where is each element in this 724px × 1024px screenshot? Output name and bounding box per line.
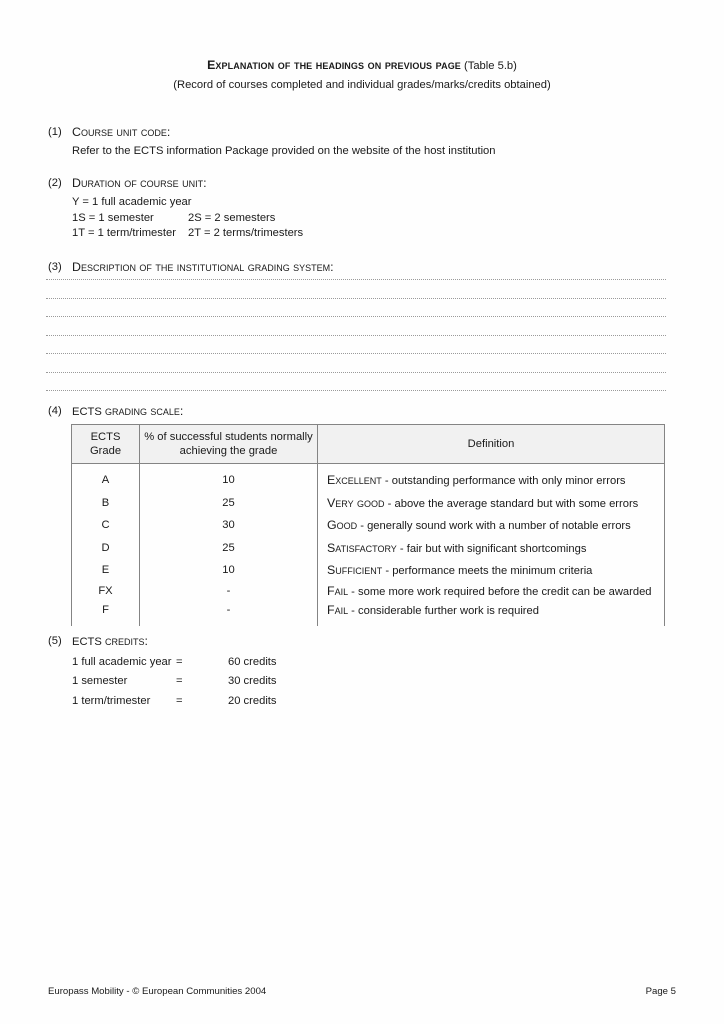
definition-keyword: Very good — [327, 495, 385, 510]
definition-value — [318, 469, 664, 492]
writein-line[interactable] — [46, 389, 666, 391]
column-header-definition: Definition — [318, 425, 665, 464]
percent-column-cell — [140, 464, 318, 626]
definition-keyword: Fail — [327, 602, 349, 617]
definition-value — [318, 492, 664, 515]
percent-value: - — [226, 603, 231, 616]
section-course-unit-code — [48, 125, 496, 159]
document-footer — [48, 985, 676, 998]
credits-value: 20 credits — [228, 694, 277, 707]
duration-row — [72, 195, 303, 211]
definition-value — [318, 514, 664, 537]
table-header-row — [72, 425, 665, 464]
ects-grading-scale-table-wrapper — [71, 424, 664, 626]
definition-text: - above the average standard but with some errors — [384, 497, 639, 510]
percent-value: 10 — [222, 564, 235, 576]
definition-keyword: Excellent — [327, 473, 382, 487]
grade-value: B — [101, 496, 110, 509]
credits-row — [72, 653, 277, 672]
grading-system-writein-area[interactable] — [46, 278, 666, 408]
column-header-grade-line1: ECTS — [90, 430, 121, 443]
definition-text: - some more work required before the credit can be awarded — [348, 585, 652, 598]
page-title — [0, 58, 724, 74]
definition-value — [318, 537, 664, 560]
grade-column-cell — [72, 464, 140, 626]
grade-value: E — [101, 564, 110, 576]
definition-column-cell — [318, 464, 665, 626]
definition-text: - performance meets the minimum criteria — [382, 565, 593, 577]
writein-line[interactable] — [46, 334, 666, 336]
column-header-percent-line2: achieving the grade — [179, 445, 278, 457]
section-4-title-plain: ECTS — [72, 406, 105, 418]
column-header-percent — [140, 425, 318, 464]
section-duration-of-course-unit — [48, 176, 303, 242]
percent-value: 30 — [222, 519, 235, 531]
credits-value: 60 credits — [228, 656, 277, 668]
section-3-title: Description of the institutional grading system: — [72, 260, 334, 274]
duration-row — [72, 226, 303, 242]
page-title-suffix: (Table 5.b) — [460, 60, 517, 72]
definition-text: - considerable further work is required — [348, 604, 539, 617]
credits-row — [72, 692, 277, 711]
credits-key: 1 full academic year — [72, 656, 172, 668]
definition-keyword: Good — [327, 518, 358, 532]
section-1-title: Course unit code: — [72, 125, 171, 139]
section-3-number: (3) — [48, 261, 62, 273]
grade-value: F — [102, 603, 109, 616]
grade-value: FX — [98, 584, 113, 597]
section-2-number: (2) — [48, 177, 62, 189]
duration-right: 2S = 2 semesters — [188, 211, 276, 224]
writein-line[interactable] — [46, 278, 666, 280]
section-5-number: (5) — [48, 635, 62, 647]
percent-value: 25 — [222, 541, 235, 554]
duration-row — [72, 211, 303, 227]
section-2-title: Duration of course unit: — [72, 176, 207, 190]
definition-value — [318, 559, 664, 582]
definition-text: - outstanding performance with only minor errors — [381, 475, 626, 487]
grade-value: C — [101, 519, 110, 531]
definition-value — [318, 582, 664, 601]
section-grading-system-description — [48, 260, 334, 276]
grade-value: D — [101, 541, 110, 554]
percent-value: 10 — [222, 474, 235, 486]
footer-page-number: Page 5 — [645, 986, 676, 997]
page-title-main: Explanation of the headings on previous page — [207, 58, 461, 72]
writein-line[interactable] — [46, 371, 666, 373]
section-4-title — [72, 404, 183, 420]
definition-text: - generally sound work with a number of notable errors — [357, 520, 631, 532]
section-1-text: Refer to the ECTS information Package provided on the website of the host institution — [72, 145, 496, 157]
duration-left: 1T = 1 term/trimester — [72, 227, 176, 239]
ects-grading-scale-table — [71, 424, 665, 626]
page-subtitle: (Record of courses completed and individual grades/marks/credits obtained) — [173, 79, 551, 91]
column-header-grade-line2: Grade — [89, 445, 122, 457]
section-5-title — [72, 634, 277, 650]
credits-key: 1 semester — [72, 675, 128, 688]
credits-equals: = — [176, 694, 183, 707]
column-header-grade — [72, 425, 140, 464]
section-4-title-smallcaps: grading scale: — [104, 404, 184, 418]
section-5-title-smallcaps: credits: — [104, 634, 148, 648]
document-header — [0, 58, 724, 93]
section-ects-grading-scale — [48, 404, 183, 420]
credits-equals: = — [176, 675, 183, 688]
column-header-percent-line1: % of successful students normally — [144, 430, 313, 443]
duration-right: 2T = 2 terms/trimesters — [188, 227, 304, 239]
percent-value: - — [226, 584, 231, 597]
definition-keyword: Sufficient — [327, 563, 383, 577]
duration-left: 1S = 1 semester — [72, 211, 154, 224]
writein-line[interactable] — [46, 352, 666, 354]
footer-copyright: Europass Mobility - © European Communities 2004 — [48, 986, 267, 997]
percent-value: 25 — [222, 496, 235, 509]
credits-equals: = — [176, 656, 183, 668]
definition-keyword: Fail — [327, 583, 349, 598]
duration-left: Y = 1 full academic year — [72, 196, 192, 208]
section-ects-credits — [48, 634, 277, 711]
section-1-number: (1) — [48, 126, 62, 138]
grade-value: A — [101, 474, 110, 486]
credits-value: 30 credits — [228, 675, 277, 688]
section-4-number: (4) — [48, 405, 62, 417]
definition-value — [318, 601, 664, 620]
table-body-row — [72, 464, 665, 626]
definition-keyword: Satisfactory — [327, 540, 397, 555]
writein-line[interactable] — [46, 315, 666, 317]
definition-text: - fair but with significant shortcomings — [396, 542, 587, 555]
credits-row — [72, 672, 277, 691]
section-5-title-plain: ECTS — [72, 636, 105, 648]
credits-key: 1 term/trimester — [72, 694, 151, 707]
writein-line[interactable] — [46, 297, 666, 299]
